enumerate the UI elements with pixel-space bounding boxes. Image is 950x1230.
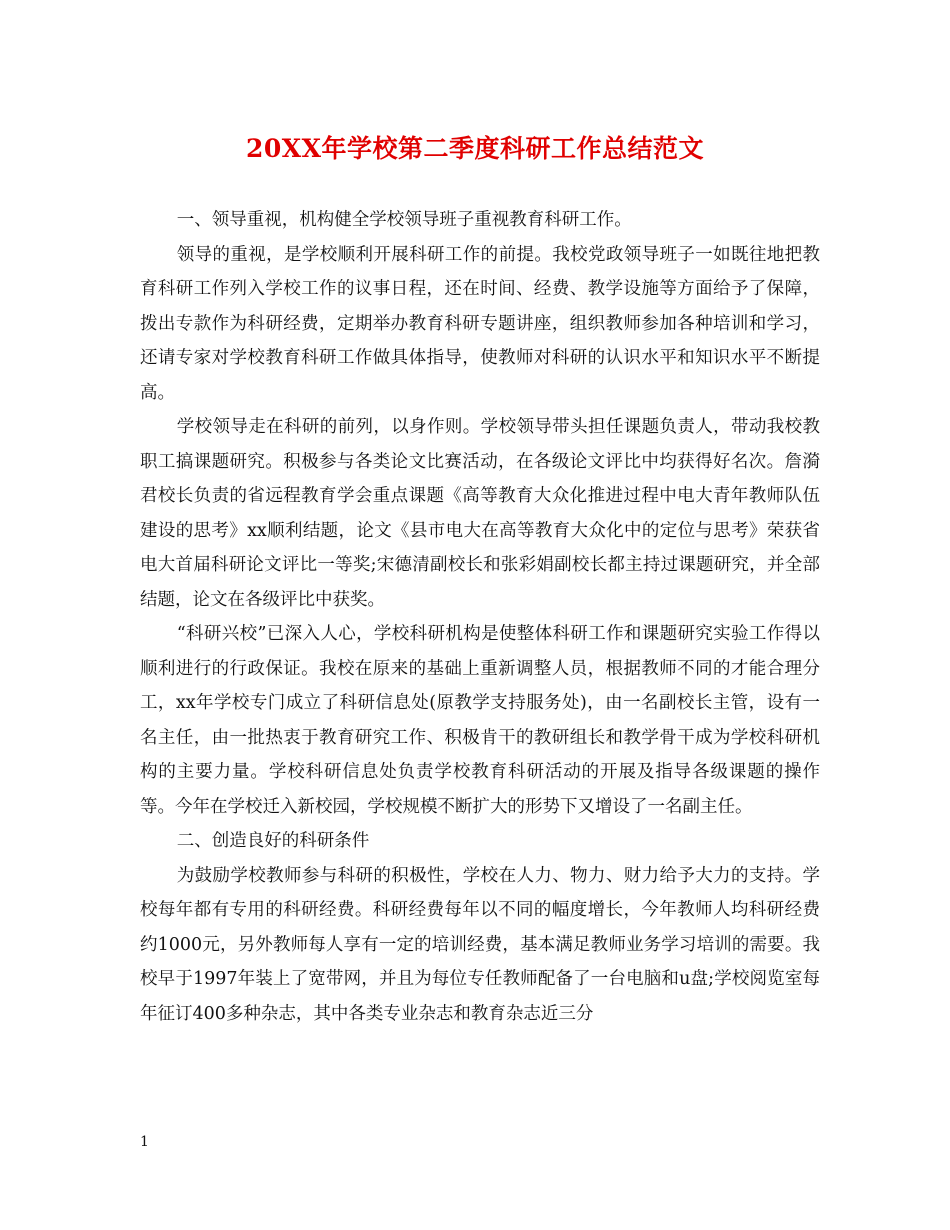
- paragraph-research-organization: “科研兴校”已深入人心，学校科研机构是使整体科研工作和课题研究实验工作得以顺利进行的行政保证。我校在原来的基础上重新调整人员，根据教师不同的才能合理分工，xx年学校专门成立了科研信息处(原教学支持服务处)，由一名副校长主管，设有一名主任，由一批热衷于教育研究工作、积极肯干的教研组长和教学骨干成为学校科研机构的主要力量。学校科研信息处负责学校教育科研活动的开展及指导各级课题的操作等。今年在学校迁入新校园，学校规模不断扩大的形势下又增设了一名副主任。: [140, 624, 820, 817]
- page-number: 1: [140, 1134, 149, 1150]
- paragraph-research-support: 为鼓励学校教师参与科研的积极性，学校在人力、物力、财力给予大力的支持。学校每年都有专用的科研经费。科研经费每年以不同的幅度增长，今年教师人均科研经费约1000元，另外教师每人享有一定的培训经费，基本满足教师业务学习培训的需要。我校早于1997年装上了宽带网，并且为每位专任教师配备了一台电脑和u盘;学校阅览室每年征订400多种杂志，其中各类专业杂志和教育杂志近三分: [140, 865, 820, 1024]
- section-heading-leadership: 一、领导重视，机构健全学校领导班子重视教育科研工作。: [176, 210, 632, 230]
- document-title: 20XX年学校第二季度科研工作总结范文: [245, 134, 705, 163]
- paragraph-leaders-lead-research: 学校领导走在科研的前列，以身作则。学校领导带头担任课题负责人，带动我校教职工搞课题研究。积极参与各类论文比赛活动，在各级论文评比中均获得好名次。詹漪君校长负责的省远程教育学会重点课题《高等教育大众化推进过程中电大青年教师队伍建设的思考》xx顺利结题，论文《县市电大在高等教育大众化中的定位与思考》荣获省电大首届科研论文评比一等奖;宋德清副校长和张彩娟副校长都主持过课题研究，并全部结题，论文在各级评比中获奖。: [140, 417, 820, 610]
- paragraph-leadership-importance: 领导的重视，是学校顺利开展科研工作的前提。我校党政领导班子一如既往地把教育科研工作列入学校工作的议事日程，还在时间、经费、教学设施等方面给予了保障，拨出专款作为科研经费，定期举办教育科研专题讲座，组织教师参加各种培训和学习，还请专家对学校教育科研工作做具体指导，使教师对科研的认识水平和知识水平不断提高。: [140, 244, 820, 403]
- document-body: [140, 203, 820, 1031]
- section-heading-conditions: 二、创造良好的科研条件: [176, 831, 370, 851]
